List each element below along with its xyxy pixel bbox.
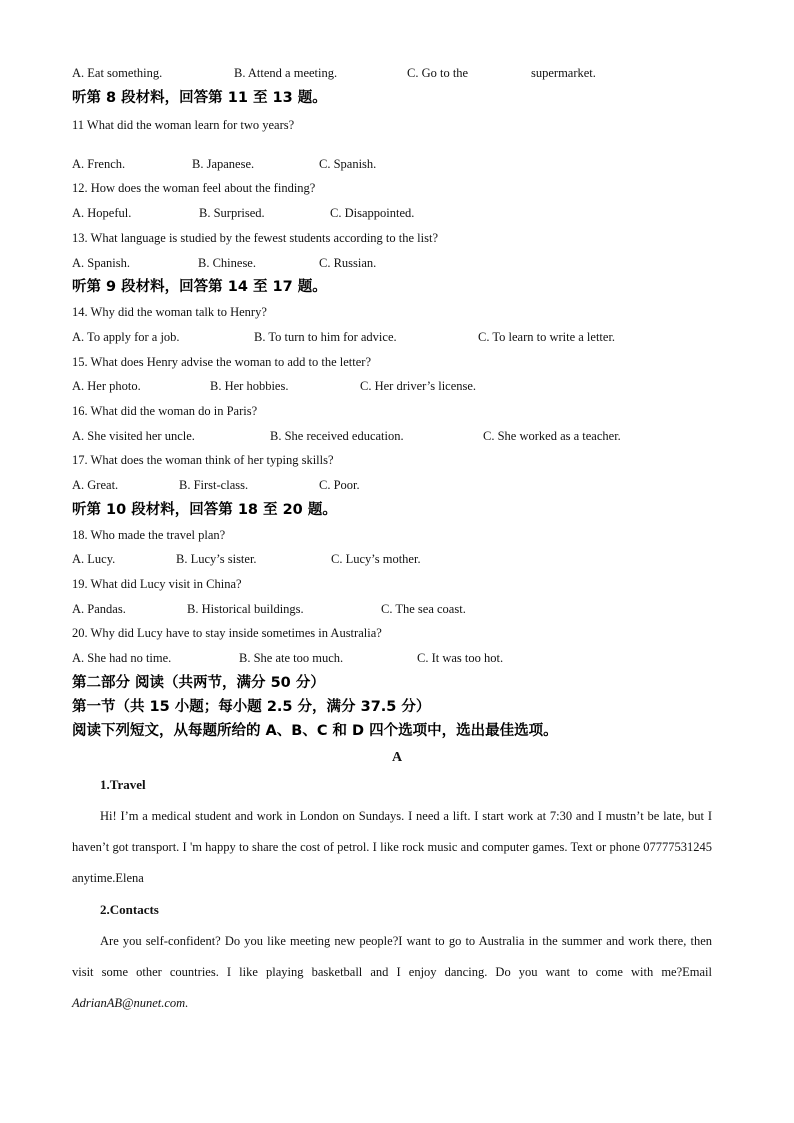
q18-option-c: C. Lucy’s mother. bbox=[331, 552, 421, 566]
q11-option-b: B. Japanese. bbox=[192, 157, 255, 171]
q20-option-c: C. It was too hot. bbox=[417, 651, 504, 665]
ad1-body: Hi! I’m a medical student and work in London on Sundays. I need a lift. I start work at 7:30 and I mustn’t be late, but I haven’t got transport. I 'm happy to share the cost of petrol. I like rock music and computer games. Text or phone 07777531245 anytime.Elena bbox=[72, 809, 712, 885]
ad2-body: Are you self-confident? Do you like meeting new people?I want to go to Australia in the summer and work there, then visit some other countries. I like playing basketball and I enjoy dancing. Do you want to come with me?Email bbox=[72, 934, 712, 979]
passage-letter: A bbox=[391, 750, 403, 765]
q11-question: 11 What did the woman learn for two years? bbox=[72, 118, 295, 132]
q17-option-a: A. Great. bbox=[72, 478, 119, 492]
q16-option-c: C. She worked as a teacher. bbox=[483, 429, 621, 443]
q20-option-b: B. She ate too much. bbox=[239, 651, 344, 665]
ad2-title: 2.Contacts bbox=[100, 902, 159, 917]
q12-option-c: C. Disappointed. bbox=[330, 206, 415, 220]
q19-option-c: C. The sea coast. bbox=[381, 602, 466, 616]
group10-heading: 听第 10 段材料，回答第 18 至 20 题。 bbox=[72, 502, 337, 518]
part2-instruction: 阅读下列短文，从每题所给的 A、B、C 和 D 四个选项中，选出最佳选项。 bbox=[72, 723, 558, 739]
q15-question: 15. What does Henry advise the woman to add to the letter? bbox=[72, 355, 371, 369]
q19-option-a: A. Pandas. bbox=[72, 602, 126, 616]
q19-option-b: B. Historical buildings. bbox=[187, 602, 304, 616]
q10-option-c: C. Go to the bbox=[407, 66, 469, 80]
q14-option-c: C. To learn to write a letter. bbox=[478, 330, 616, 344]
q16-question: 16. What did the woman do in Paris? bbox=[72, 404, 258, 418]
q18-option-b: B. Lucy’s sister. bbox=[176, 552, 257, 566]
ad1-text bbox=[72, 801, 712, 894]
q11-option-c: C. Spanish. bbox=[319, 157, 377, 171]
q13-option-a: A. Spanish. bbox=[72, 256, 130, 270]
q19-question: 19. What did Lucy visit in China? bbox=[72, 577, 242, 591]
ad1-title: 1.Travel bbox=[100, 777, 146, 792]
q15-option-c: C. Her driver’s license. bbox=[360, 379, 477, 393]
q14-option-b: B. To turn to him for advice. bbox=[254, 330, 397, 344]
ad2-email: AdrianAB@nunet.com. bbox=[72, 996, 189, 1010]
q18-option-a: A. Lucy. bbox=[72, 552, 116, 566]
q13-option-c: C. Russian. bbox=[319, 256, 377, 270]
q17-option-c: C. Poor. bbox=[319, 478, 360, 492]
q14-option-a: A. To apply for a job. bbox=[72, 330, 180, 344]
q16-option-a: A. She visited her uncle. bbox=[72, 429, 195, 443]
part2-section1-title: 第一节（共 15 小题；每小题 2.5 分，满分 37.5 分） bbox=[72, 699, 431, 715]
q14-question: 14. Why did the woman talk to Henry? bbox=[72, 305, 267, 319]
q16-option-b: B. She received education. bbox=[270, 429, 404, 443]
q17-question: 17. What does the woman think of her typing skills? bbox=[72, 453, 334, 467]
q15-option-a: A. Her photo. bbox=[72, 379, 141, 393]
q12-question: 12. How does the woman feel about the finding? bbox=[72, 181, 316, 195]
q12-option-a: A. Hopeful. bbox=[72, 206, 132, 220]
q20-option-a: A. She had no time. bbox=[72, 651, 172, 665]
q11-option-a: A. French. bbox=[72, 157, 126, 171]
q10-option-c-cont: supermarket. bbox=[531, 66, 596, 80]
q13-question: 13. What language is studied by the fewest students according to the list? bbox=[72, 231, 439, 245]
part2-title: 第二部分 阅读（共两节，满分 50 分） bbox=[72, 675, 325, 691]
q17-option-b: B. First-class. bbox=[179, 478, 249, 492]
group9-heading: 听第 9 段材料，回答第 14 至 17 题。 bbox=[72, 279, 327, 295]
group8-heading: 听第 8 段材料，回答第 11 至 13 题。 bbox=[72, 90, 327, 106]
q15-option-b: B. Her hobbies. bbox=[210, 379, 289, 393]
ad2-text bbox=[72, 926, 712, 1019]
q10-option-a: A. Eat something. bbox=[72, 66, 163, 80]
q12-option-b: B. Surprised. bbox=[199, 206, 265, 220]
q18-question: 18. Who made the travel plan? bbox=[72, 528, 226, 542]
q13-option-b: B. Chinese. bbox=[198, 256, 256, 270]
q10-option-b: B. Attend a meeting. bbox=[234, 66, 338, 80]
q20-question: 20. Why did Lucy have to stay inside sometimes in Australia? bbox=[72, 626, 382, 640]
